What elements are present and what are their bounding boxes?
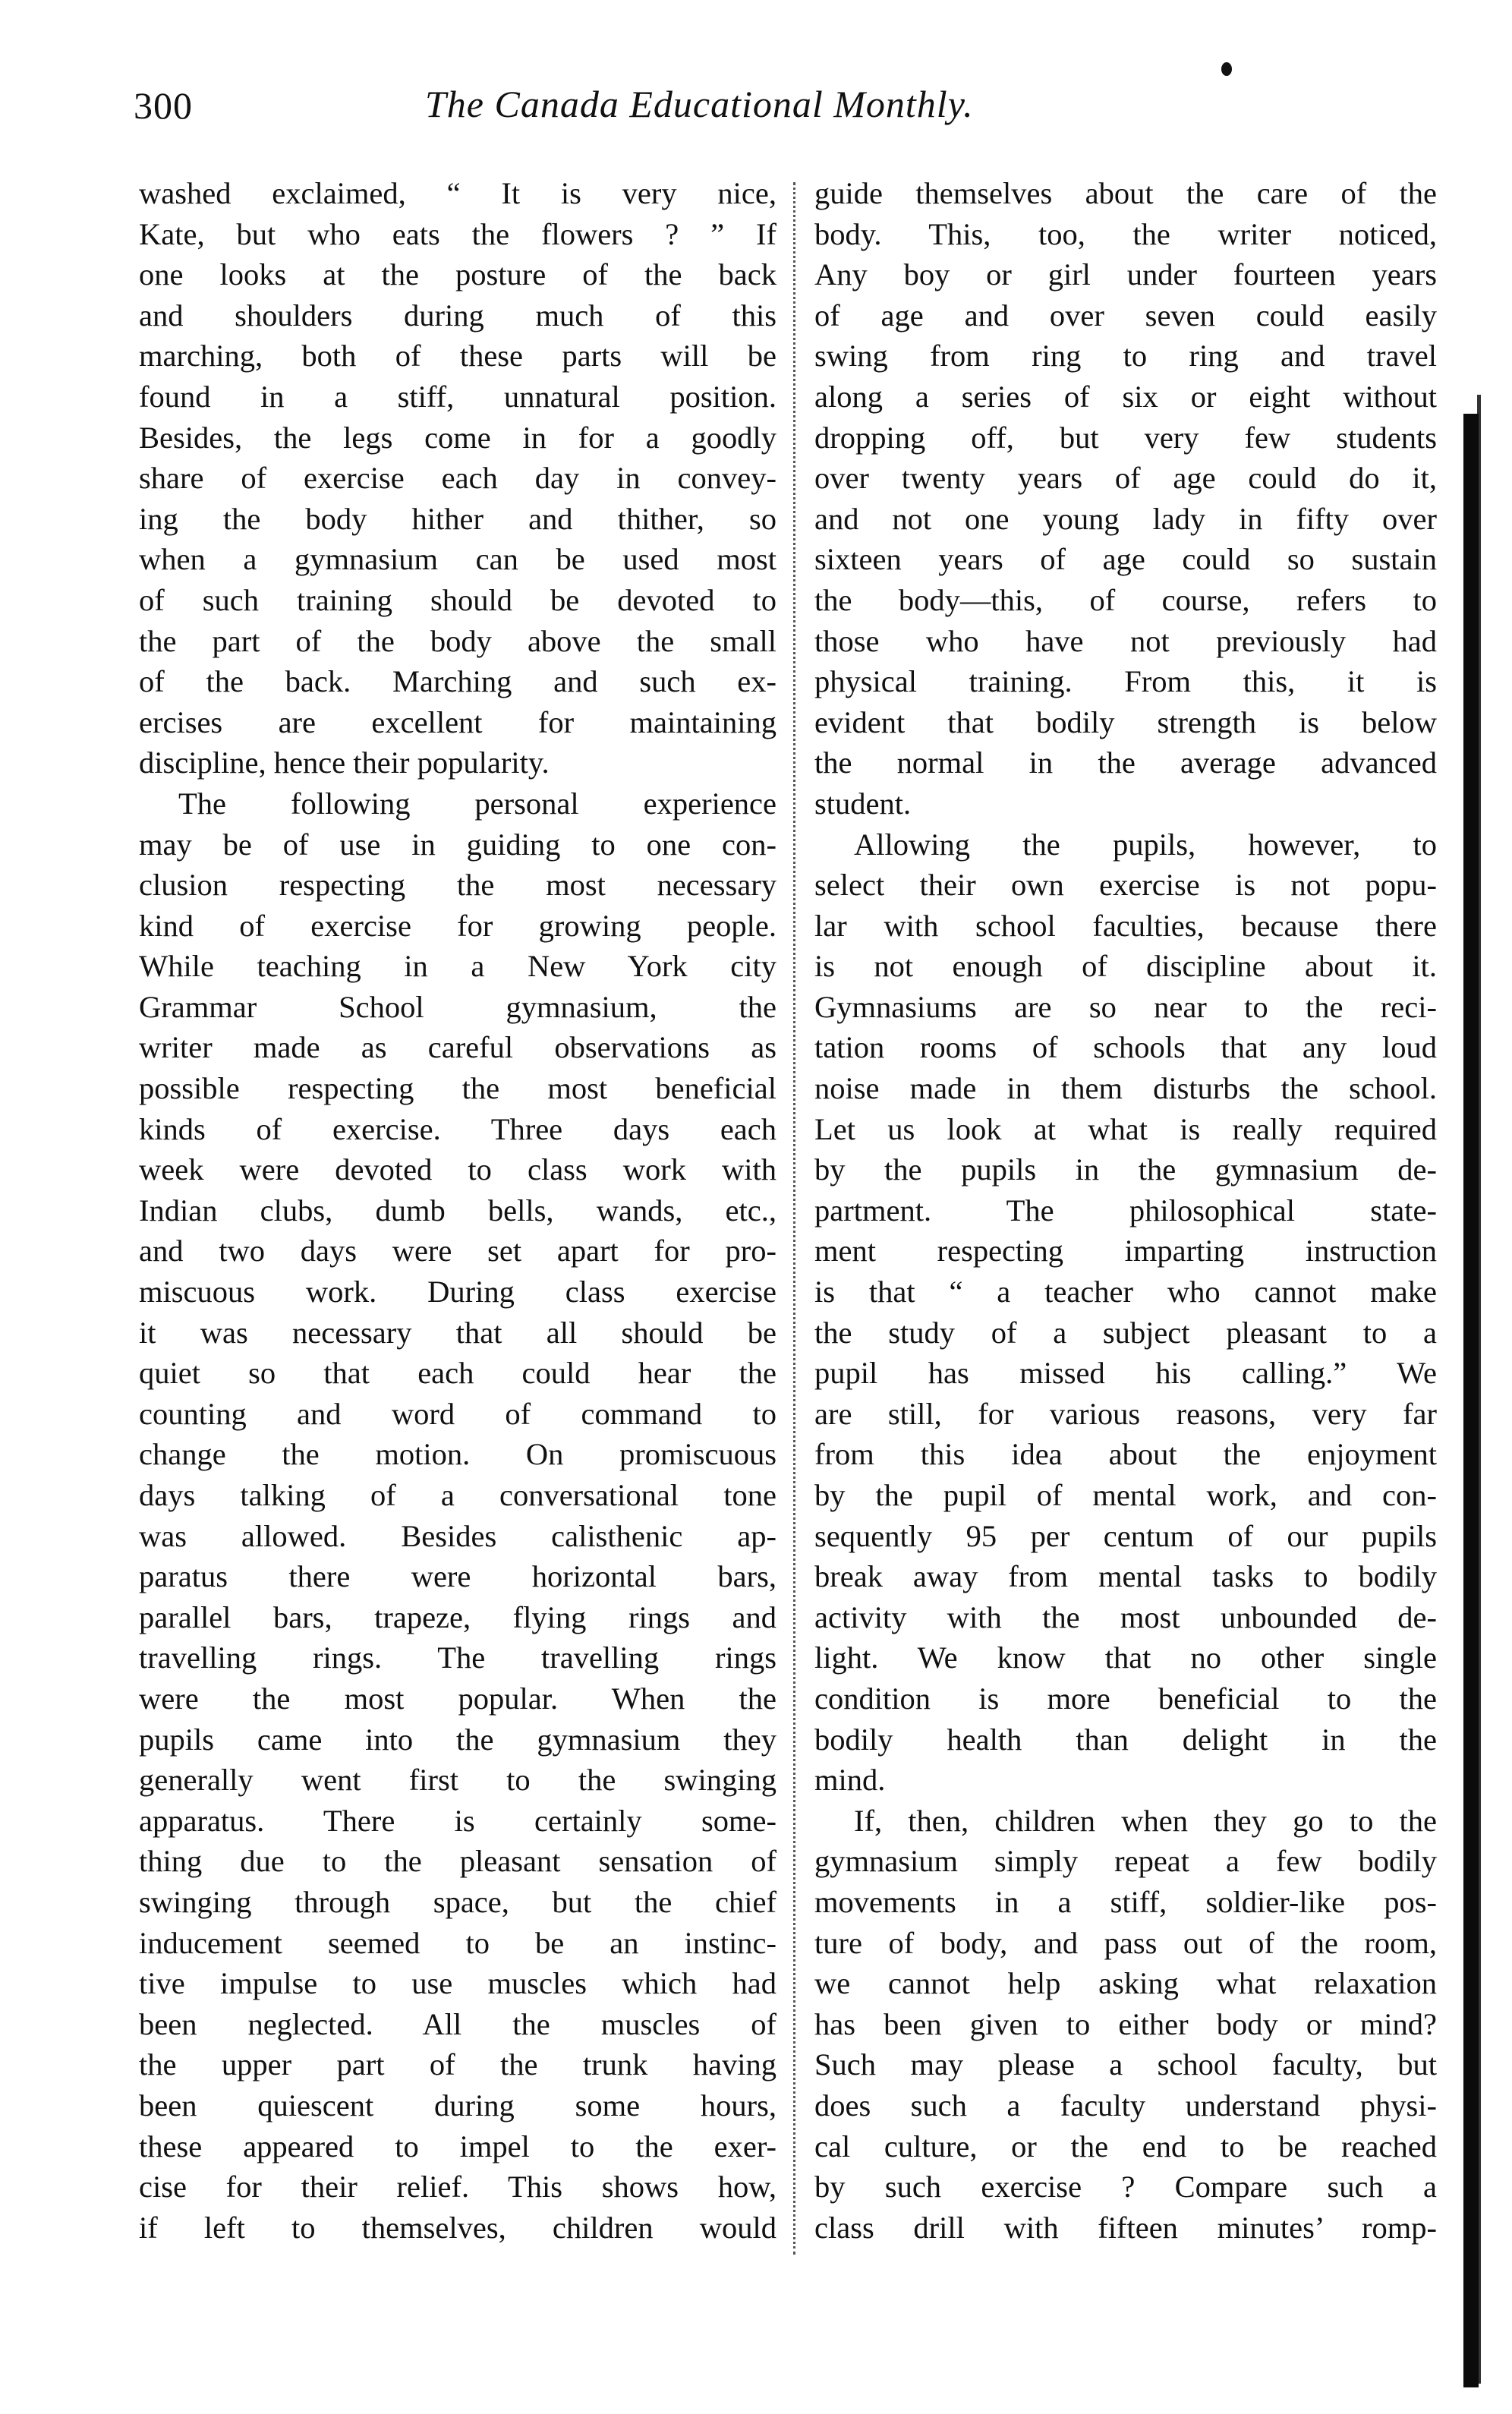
page-number: 300 bbox=[134, 84, 193, 127]
text-line: when a gymnasium can be used most bbox=[139, 542, 776, 577]
text-line: are still, for various reasons, very far bbox=[814, 1396, 1437, 1431]
text-line: kind of exercise for growing people. bbox=[139, 908, 776, 943]
text-line: ing the body hither and thither, so bbox=[139, 501, 776, 536]
text-line: miscuous work. During class exercise bbox=[139, 1275, 776, 1309]
text-line: found in a stiff, unnatural position. bbox=[139, 379, 776, 414]
text-line: tive impulse to use muscles which had bbox=[139, 1966, 776, 2001]
text-line: we cannot help asking what relaxation bbox=[814, 1966, 1437, 2001]
text-line: sixteen years of age could so sustain bbox=[814, 542, 1437, 577]
text-line: one looks at the posture of the back bbox=[139, 257, 776, 292]
text-line: ture of body, and pass out of the room, bbox=[814, 1925, 1437, 1960]
text-line: from this idea about the enjoyment bbox=[814, 1437, 1437, 1472]
text-line: While teaching in a New York city bbox=[139, 949, 776, 984]
scan-edge-border bbox=[1463, 414, 1479, 2387]
text-line: parallel bars, trapeze, flying rings and bbox=[139, 1599, 776, 1634]
text-line: swing from ring to ring and travel bbox=[814, 339, 1437, 373]
text-line: is not enough of discipline about it. bbox=[814, 949, 1437, 984]
text-line: Gymnasiums are so near to the reci- bbox=[814, 989, 1437, 1024]
text-line: share of exercise each day in convey- bbox=[139, 461, 776, 496]
ink-speck bbox=[1221, 62, 1232, 76]
text-line: over twenty years of age could do it, bbox=[814, 461, 1437, 496]
text-line: activity with the most unbounded de- bbox=[814, 1599, 1437, 1634]
text-line: select their own exercise is not popu- bbox=[814, 868, 1437, 903]
text-line: by the pupils in the gymnasium de- bbox=[814, 1152, 1437, 1187]
text-line: of such training should be devoted to bbox=[139, 582, 776, 617]
text-line: Besides, the legs come in for a goodly bbox=[139, 420, 776, 455]
text-line: cal culture, or the end to be reached bbox=[814, 2129, 1437, 2163]
text-line: Kate, but who eats the flowers ? ” If bbox=[139, 216, 776, 251]
text-line: partment. The philosophical state- bbox=[814, 1193, 1437, 1227]
text-line: does such a faculty understand physi- bbox=[814, 2088, 1437, 2122]
text-line: was allowed. Besides calisthenic ap- bbox=[139, 1518, 776, 1553]
text-line: dropping off, but very few students bbox=[814, 420, 1437, 455]
text-line: days talking of a conversational tone bbox=[139, 1478, 776, 1512]
text-line: travelling rings. The travelling rings bbox=[139, 1640, 776, 1675]
text-line: lar with school faculties, because there bbox=[814, 908, 1437, 943]
text-line: bodily health than delight in the bbox=[814, 1722, 1437, 1757]
text-line: Such may please a school faculty, but bbox=[814, 2047, 1437, 2082]
text-line: and shoulders during much of this bbox=[139, 298, 776, 332]
text-line: may be of use in guiding to one con- bbox=[139, 827, 776, 862]
text-line: pupil has missed his calling.” We bbox=[814, 1356, 1437, 1391]
text-line: class drill with fifteen minutes’ romp- bbox=[814, 2210, 1437, 2245]
text-line: ment respecting imparting instruction bbox=[814, 1234, 1437, 1268]
text-line: Grammar School gymnasium, the bbox=[139, 989, 776, 1024]
text-line: these appeared to impel to the exer- bbox=[139, 2129, 776, 2163]
text-line: inducement seemed to be an instinc- bbox=[139, 1925, 776, 1960]
text-line: movements in a stiff, soldier-like pos- bbox=[814, 1884, 1437, 1919]
text-line: along a series of six or eight without bbox=[814, 379, 1437, 414]
text-line: is that “ a teacher who cannot make bbox=[814, 1275, 1437, 1309]
text-line: Any boy or girl under fourteen years bbox=[814, 257, 1437, 292]
text-line: physical training. From this, it is bbox=[814, 664, 1437, 699]
text-line: break away from mental tasks to bodily bbox=[814, 1559, 1437, 1594]
text-line: apparatus. There is certainly some- bbox=[139, 1803, 776, 1838]
text-line: If, then, children when they go to the bbox=[854, 1803, 1437, 1838]
text-line: the study of a subject pleasant to a bbox=[814, 1315, 1437, 1350]
text-line: by the pupil of mental work, and con- bbox=[814, 1478, 1437, 1512]
text-line: the upper part of the trunk having bbox=[139, 2047, 776, 2082]
text-line: been quiescent during some hours, bbox=[139, 2088, 776, 2122]
text-line: noise made in them disturbs the school. bbox=[814, 1071, 1437, 1106]
text-line: The following personal experience bbox=[178, 786, 776, 821]
text-line: the part of the body above the small bbox=[139, 623, 776, 658]
text-line: of age and over seven could easily bbox=[814, 298, 1437, 332]
text-line: tation rooms of schools that any loud bbox=[814, 1030, 1437, 1065]
text-line: paratus there were horizontal bars, bbox=[139, 1559, 776, 1594]
text-line: generally went first to the swinging bbox=[139, 1763, 776, 1798]
text-line: marching, both of these parts will be bbox=[139, 339, 776, 373]
text-line: sequently 95 per centum of our pupils bbox=[814, 1518, 1437, 1553]
running-head: The Canada Educational Monthly. bbox=[425, 83, 974, 125]
text-line: cise for their relief. This shows how, bbox=[139, 2170, 776, 2204]
text-line: light. We know that no other single bbox=[814, 1640, 1437, 1675]
text-line: counting and word of command to bbox=[139, 1396, 776, 1431]
left-column bbox=[139, 173, 776, 2248]
text-line: change the motion. On promiscuous bbox=[139, 1437, 776, 1472]
text-line: discipline, hence their popularity. bbox=[139, 745, 550, 780]
text-line: guide themselves about the care of the bbox=[814, 176, 1437, 210]
text-line: writer made as careful observations as bbox=[139, 1030, 776, 1065]
text-line: Allowing the pupils, however, to bbox=[854, 827, 1437, 862]
text-line: student. bbox=[814, 786, 912, 821]
text-line: pupils came into the gymnasium they bbox=[139, 1722, 776, 1757]
text-line: been neglected. All the muscles of bbox=[139, 2006, 776, 2041]
text-line: possible respecting the most beneficial bbox=[139, 1071, 776, 1106]
text-line: condition is more beneficial to the bbox=[814, 1681, 1437, 1716]
text-line: those who have not previously had bbox=[814, 623, 1437, 658]
text-line: and two days were set apart for pro- bbox=[139, 1234, 776, 1268]
right-column bbox=[814, 173, 1437, 2248]
text-line: week were devoted to class work with bbox=[139, 1152, 776, 1187]
text-line: ercises are excellent for maintaining bbox=[139, 704, 776, 739]
text-line: evident that bodily strength is below bbox=[814, 704, 1437, 739]
text-line: the body—this, of course, refers to bbox=[814, 582, 1437, 617]
text-line: Indian clubs, dumb bells, wands, etc., bbox=[139, 1193, 776, 1227]
text-line: swinging through space, but the chief bbox=[139, 1884, 776, 1919]
text-line: the normal in the average advanced bbox=[814, 745, 1437, 780]
text-line: of the back. Marching and such ex- bbox=[139, 664, 776, 699]
text-line: by such exercise ? Compare such a bbox=[814, 2170, 1437, 2204]
text-line: quiet so that each could hear the bbox=[139, 1356, 776, 1391]
text-line: washed exclaimed, “ It is very nice, bbox=[139, 176, 776, 210]
text-line: if left to themselves, children would bbox=[139, 2210, 776, 2245]
text-line: gymnasium simply repeat a few bodily bbox=[814, 1844, 1437, 1879]
text-line: thing due to the pleasant sensation of bbox=[139, 1844, 776, 1879]
text-line: mind. bbox=[814, 1763, 886, 1798]
text-line: it was necessary that all should be bbox=[139, 1315, 776, 1350]
text-line: has been given to either body or mind? bbox=[814, 2006, 1437, 2041]
text-line: body. This, too, the writer noticed, bbox=[814, 216, 1437, 251]
text-line: were the most popular. When the bbox=[139, 1681, 776, 1716]
text-line: kinds of exercise. Three days each bbox=[139, 1111, 776, 1146]
text-line: Let us look at what is really required bbox=[814, 1111, 1437, 1146]
text-line: and not one young lady in fifty over bbox=[814, 501, 1437, 536]
text-line: clusion respecting the most necessary bbox=[139, 868, 776, 903]
column-gutter-rule bbox=[793, 182, 795, 2255]
